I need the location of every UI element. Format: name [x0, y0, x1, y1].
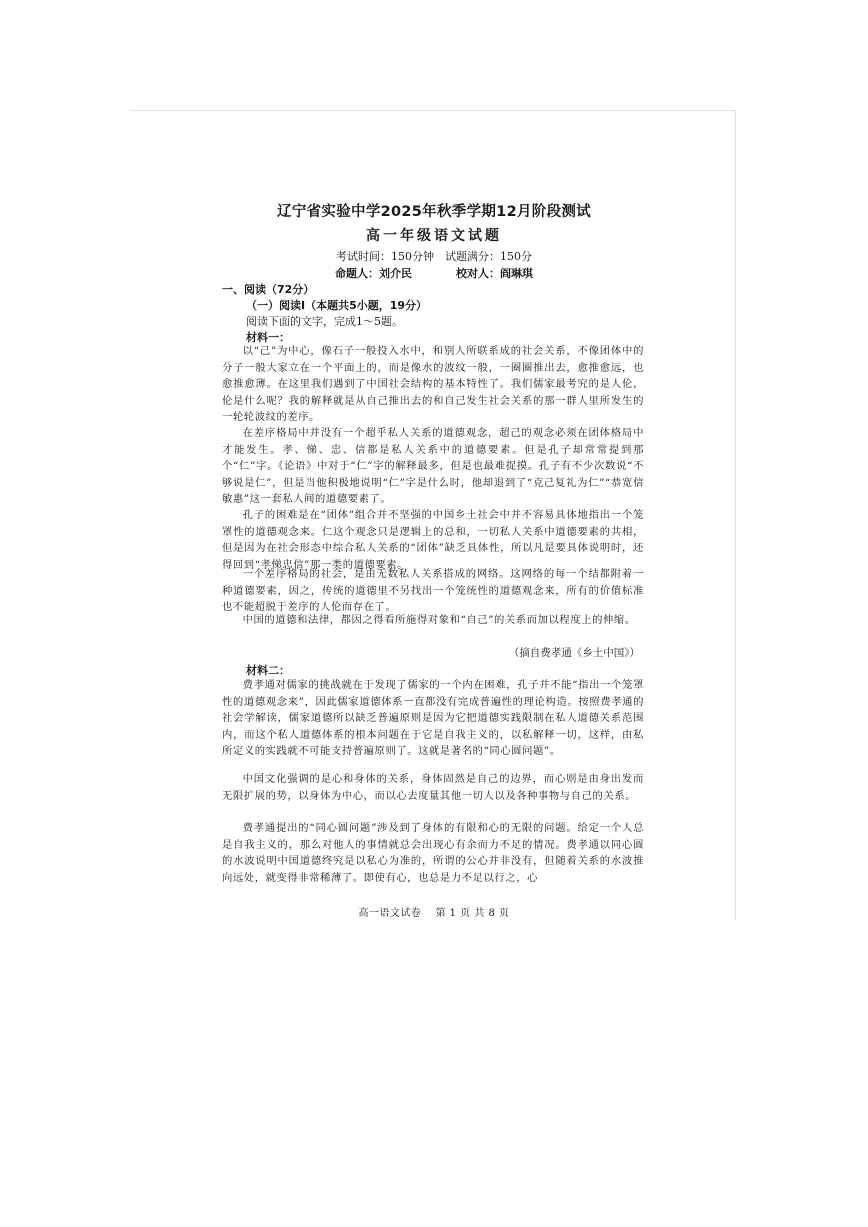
material2-paragraph: 费孝通提出的“同心圆问题”涉及到了身体的有限和心的无限的问题。给定一个人总是自我主义的，那么对他人的事情就总会出现心有余而力不足的情况。费孝通以同心圆的水波说明中国道德终究是以私心为准的，所谓的公心并非没有，但随着关系的水波推向远处，就变得非常稀薄了。即使有心，也总是力不足以行之，心 [222, 822, 644, 884]
exam-time-score: 考试时间：150分钟 试题满分：150分 [336, 250, 532, 263]
authors-line [0, 265, 868, 281]
section-heading: 一、阅读（72分） [222, 283, 315, 296]
material2-paragraph: 中国文化强调的是心和身体的关系，身体固然是自己的边界，而心则是由身出发而无限扩展的势，以身体为中心，而以心去度量其他一切人以及各种事物与自己的关系。 [222, 773, 644, 802]
footer-page-number: 第 1 页 共 8 页 [435, 908, 510, 919]
proofreader: 校对人：阎琳琪 [456, 267, 533, 280]
subsection-heading: （一）阅读Ⅰ（本题共5小题，19分） [246, 299, 428, 312]
material1-paragraph: 以“己”为中心，像石子一般投入水中，和别人所联系成的社会关系，不像团体中的分子一般大家立在一个平面上的，而是像水的波纹一般，一圈圈推出去，愈推愈远，也愈推愈薄。在这里我们遇到了中国社会结构的基本特性了。我们儒家最考究的是人伦，伦是什么呢？我的解释就是从自己推出去的和自己发生社会关系的那一群人里所发生的一轮轮波纹的差序。 [222, 345, 644, 424]
page-footer [0, 904, 868, 919]
material1-paragraph: 一个差序格局的社会，是由无数私人关系搭成的网络。这网络的每一个结都附着一种道德要素，因之，传统的道德里不另找出一个笼统性的道德观念来，所有的价值标准也不能超脱于差序的人伦而存在了。 [222, 568, 644, 614]
exam-subtitle: 高一年级语文试题 [366, 228, 502, 244]
material2-paragraph: 费孝通对儒家的挑战就在于发现了儒家的一个内在困难，孔子并不能“指出一个笼罩性的道德观念来”，因此儒家道德体系一直都没有完成普遍性的理论构造。按照费孝通的社会学解读，儒家道德所以缺乏普遍原则是因为它把道德实践限制在私人道德关系范围内，而这个私人道德体系的根本问题在于它是自我主义的，以私解释一切，这样，由私所定义的实践就不可能支持普遍原则了。这就是著名的“同心圆问题”。 [222, 679, 644, 758]
instruction: 阅读下面的文字，完成1～5题。 [246, 315, 403, 328]
footer-subject: 高一语文试卷 [358, 908, 422, 919]
material1-paragraph: 中国的道德和法律，都因之得看所施得对象和“自己”的关系而加以程度上的伸缩。 [242, 614, 636, 626]
author: 命题人：刘介民 [335, 267, 412, 280]
material1-paragraph: 孔子的困难是在“团体”组合并不坚强的中国乡土社会中并不容易具体地指出一个笼罩性的道德观念来。仁这个观念只是逻辑上的总和，一切私人关系中道德要素的共相，但是因为在社会形态中综合私人关系的“团体”缺乏具体性，所以凡是要具体说明时，还得回到“孝悌忠信”那一类的道德要素。 [222, 509, 644, 571]
material1-source: （摘自费孝通《乡土中国》） [508, 647, 640, 659]
material1-label: 材料一： [246, 331, 290, 344]
exam-title: 辽宁省实验中学2025年秋季学期12月阶段测试 [277, 204, 591, 220]
material1-paragraph: 在差序格局中并没有一个超乎私人关系的道德观念，超己的观念必须在团体格局中才能发生。孝、悌、忠、信都是私人关系中的道德要素。但是孔子却常常提到那个“仁”字。《论语》中对于“仁”字的解释最多，但是也最难捉摸。孔子有不少次数说“不够说是仁”，但是当他积极地说明“仁”字是什么时，他却退到了“克己复礼为仁”“恭宽信敏惠”这一套私人间的道德要素了。 [222, 427, 644, 506]
material2-label: 材料二： [246, 664, 290, 677]
